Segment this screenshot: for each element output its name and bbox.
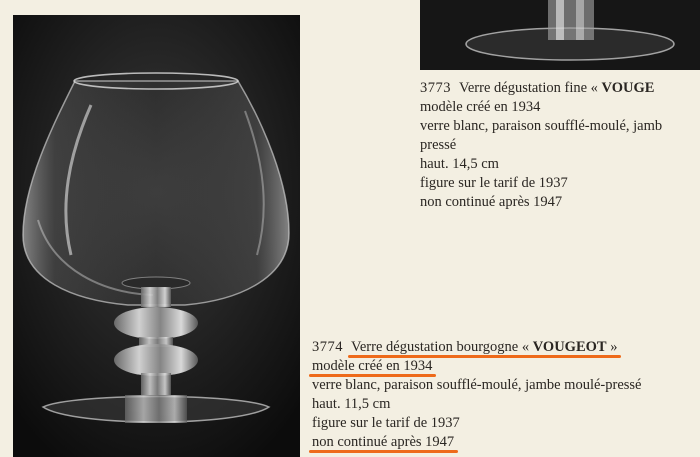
entry-title-line [312, 338, 642, 357]
entry-title: Verre dégustation fine « [459, 80, 598, 96]
entry-model-name: VOUGEOT [532, 339, 607, 355]
entry-creation-date-line [312, 357, 642, 376]
entry-model-name: VOUGE [601, 80, 655, 96]
entry-number: 3773 [420, 80, 451, 96]
entry-creation-date: modèle créé en 1934 [312, 358, 433, 374]
entry-title-line [420, 79, 662, 98]
entry-material-cont: pressé [420, 137, 457, 153]
entry-number: 3774 [312, 339, 343, 355]
highlighted-title [351, 339, 617, 355]
entry-discontinued: non continué après 1947 [420, 194, 563, 210]
entry-tariff: figure sur le tarif de 1937 [312, 415, 460, 431]
entry-height: haut. 11,5 cm [312, 396, 391, 412]
entry-material: verre blanc, paraison soufflé-moulé, jamb [420, 118, 663, 134]
entry-discontinued: non continué après 1947 [312, 434, 455, 450]
glass-foot-illustration [420, 0, 700, 70]
entry-height: haut. 14,5 cm [420, 156, 499, 172]
entry-discontinued-line [312, 433, 642, 452]
entry-title-close: » [610, 339, 618, 355]
glass-photo-3773 [420, 0, 700, 70]
entry-creation-date: modèle créé en 1934 [420, 99, 541, 115]
entry-tariff: figure sur le tarif de 1937 [420, 175, 568, 191]
glass-photo-3774 [13, 15, 300, 457]
catalogue-entry-3774 [312, 338, 642, 452]
entry-title: Verre dégustation bourgogne « [351, 339, 530, 355]
catalogue-entry-3773 [420, 79, 662, 212]
balloon-glass-illustration [13, 15, 300, 457]
entry-material: verre blanc, paraison soufflé-moulé, jambe moulé-pressé [312, 377, 642, 393]
